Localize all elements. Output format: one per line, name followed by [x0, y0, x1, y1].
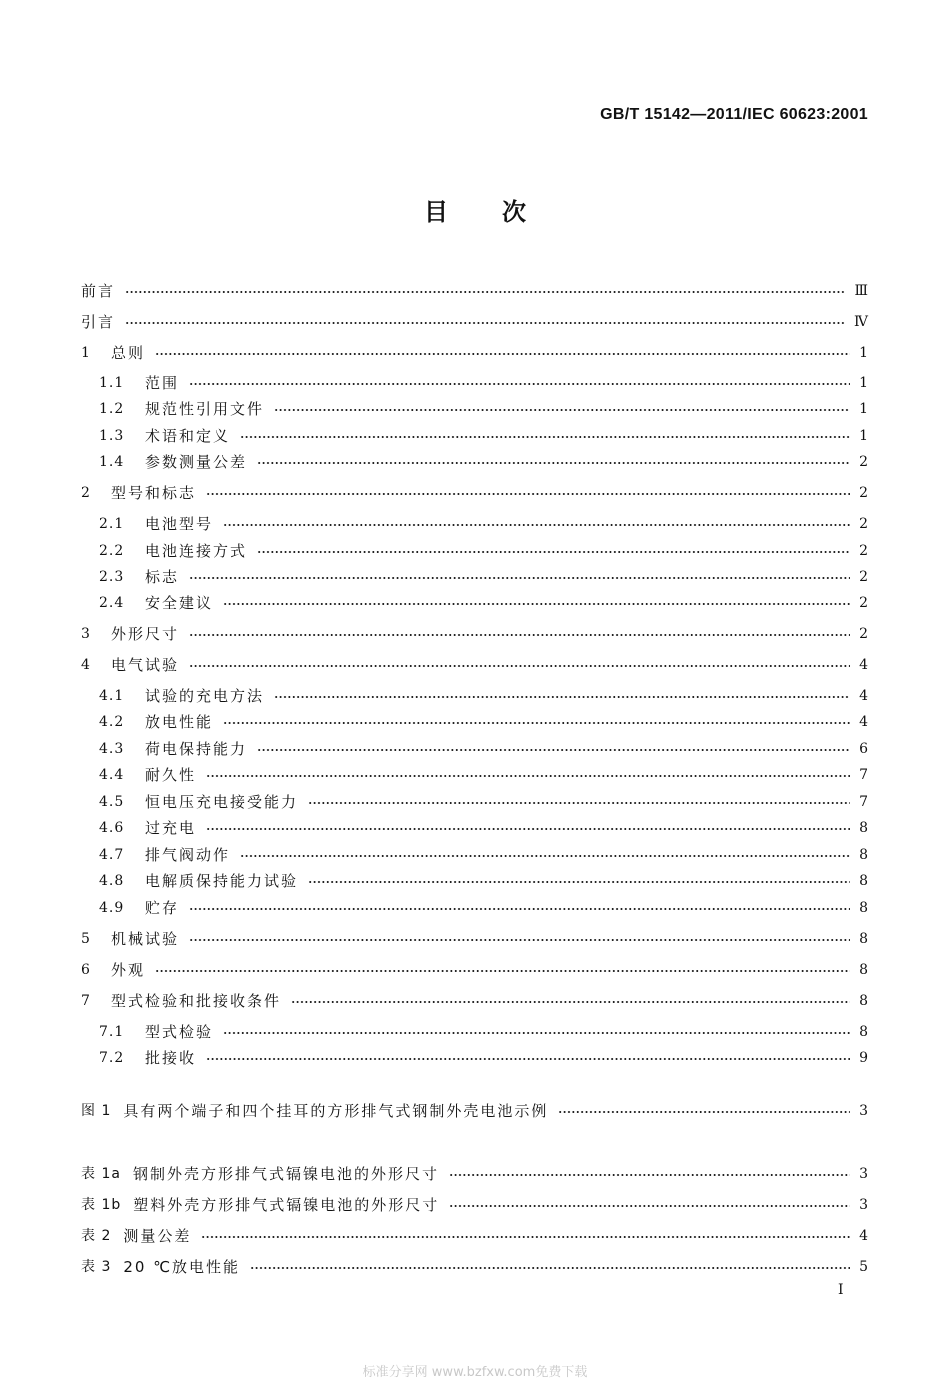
figure-entry-number: 图 1 [81, 1103, 112, 1119]
toc-entry-title: 术语和定义 [145, 427, 231, 445]
toc-entry[interactable] [99, 844, 868, 866]
toc-entry[interactable] [99, 513, 868, 535]
toc-entry-number: 2.1 [99, 516, 125, 532]
toc-entry[interactable] [99, 791, 868, 813]
toc-entry[interactable] [99, 566, 868, 588]
toc-entry-number: 4.2 [99, 714, 125, 730]
toc-entry-page-number: 4 [859, 714, 868, 730]
toc-entry[interactable] [99, 764, 868, 786]
toc-entry-page-number: Ⅳ [854, 314, 868, 330]
dot-leader [155, 970, 850, 972]
table-entry-number: 表 3 [81, 1259, 112, 1275]
toc-entry[interactable] [81, 623, 868, 645]
toc-entry-title: 试验的充电方法 [145, 687, 265, 705]
toc-entry-title: 电池连接方式 [145, 542, 248, 560]
figure-entry-title: 具有两个端子和四个挂耳的方形排气式钢制外壳电池示例 [123, 1102, 549, 1120]
toc-entry-number: 1.1 [99, 375, 125, 391]
table-entry-title: 测量公差 [123, 1227, 192, 1245]
dot-leader [125, 322, 846, 324]
watermark: 标准分享网 www.bzfxw.com免费下载 [362, 1365, 588, 1380]
dot-leader [189, 908, 850, 910]
dot-leader [257, 551, 850, 553]
toc-entry-page-number: 2 [859, 454, 868, 470]
dot-leader [189, 939, 850, 941]
toc-entry-page-number: 8 [859, 993, 868, 1009]
toc-entry-title: 标志 [145, 568, 180, 586]
dot-leader [257, 749, 850, 751]
toc-entry-page-number: 2 [859, 516, 868, 532]
toc-entry-page-number: 4 [859, 688, 868, 704]
toc-entry-title: 外形尺寸 [111, 625, 180, 643]
toc-entry-title: 型式检验 [145, 1023, 214, 1041]
figure-entry-page-number: 3 [859, 1103, 868, 1119]
table-entry-page-number: 5 [859, 1259, 868, 1275]
dot-leader [223, 722, 850, 724]
toc-entry-title: 型式检验和批接收条件 [111, 992, 282, 1010]
table-entry[interactable] [81, 1163, 868, 1185]
toc-entry-number: 2.4 [99, 595, 125, 611]
toc-entry-page-number: 1 [859, 428, 868, 444]
toc-entry-title: 总则 [111, 344, 146, 362]
dot-leader [240, 855, 850, 857]
toc-entry-title: 电池型号 [145, 515, 214, 533]
toc-entry[interactable] [81, 654, 868, 676]
toc-entry-title: 安全建议 [145, 594, 214, 612]
toc-entry-number: 7.1 [99, 1024, 125, 1040]
table-entry-page-number: 3 [859, 1197, 868, 1213]
dot-leader [558, 1111, 850, 1113]
toc-entry-number: 4 [81, 657, 91, 673]
toc-entry-page-number: 9 [859, 1050, 868, 1066]
table-entry-title: 塑料外壳方形排气式镉镍电池的外形尺寸 [133, 1196, 440, 1214]
toc-entry[interactable] [99, 425, 868, 447]
toc-entry-number: 4.3 [99, 741, 125, 757]
dot-leader [189, 383, 850, 385]
toc-entry-number: 1 [81, 345, 91, 361]
toc-entry[interactable] [99, 1047, 868, 1069]
toc-entry-number: 4.6 [99, 820, 125, 836]
toc-entry-number: 1.4 [99, 454, 125, 470]
toc-entry[interactable] [99, 372, 868, 394]
title-char-2: 次 [502, 198, 526, 226]
table-entry[interactable] [81, 1256, 868, 1278]
toc-entry-number: 1.2 [99, 401, 125, 417]
toc-entry-number: 1.3 [99, 428, 125, 444]
toc-entry[interactable] [99, 540, 868, 562]
dot-leader [201, 1236, 850, 1238]
dot-leader [449, 1205, 850, 1207]
dot-leader [189, 577, 850, 579]
toc-entry-number: 7 [81, 993, 91, 1009]
table-entry[interactable] [81, 1225, 868, 1247]
toc-entry[interactable] [81, 280, 868, 302]
dot-leader [257, 462, 850, 464]
toc-entry[interactable] [81, 990, 868, 1012]
toc-entry-number: 6 [81, 962, 91, 978]
table-entry-number: 表 1a [81, 1166, 121, 1182]
table-entry-page-number: 3 [859, 1166, 868, 1182]
toc-entry-title: 放电性能 [145, 713, 214, 731]
toc-entry-page-number: 8 [859, 1024, 868, 1040]
toc-entry-number: 4.1 [99, 688, 125, 704]
dot-leader [206, 828, 850, 830]
toc-entry[interactable] [99, 711, 868, 733]
toc-entry-number: 7.2 [99, 1050, 125, 1066]
dot-leader [308, 881, 850, 883]
toc-entry-page-number: 8 [859, 820, 868, 836]
standard-code-header: GB/T 15142—2011/IEC 60623:2001 [600, 106, 868, 123]
toc-entry-page-number: 8 [859, 931, 868, 947]
dot-leader [240, 436, 850, 438]
toc-entry-page-number: 2 [859, 485, 868, 501]
table-entry-title: 钢制外壳方形排气式镉镍电池的外形尺寸 [132, 1165, 439, 1183]
toc-entry-page-number: 6 [859, 741, 868, 757]
dot-leader [223, 524, 850, 526]
toc-entry-title: 参数测量公差 [145, 453, 248, 471]
dot-leader [274, 409, 850, 411]
table-entry-number: 表 1b [81, 1197, 122, 1213]
toc-entry[interactable] [99, 738, 868, 760]
toc-entry-title: 批接收 [145, 1049, 197, 1067]
toc-entry-page-number: 1 [859, 375, 868, 391]
page-title [0, 192, 950, 227]
toc-entry-title: 型号和标志 [111, 484, 197, 502]
toc-entry[interactable] [99, 685, 868, 707]
toc-entry-number: 3 [81, 626, 91, 642]
toc-entry-page-number: 8 [859, 873, 868, 889]
dot-leader [291, 1001, 850, 1003]
toc-entry-number: 4.7 [99, 847, 125, 863]
toc-entry[interactable] [99, 897, 868, 919]
toc-entry-title: 排气阀动作 [145, 846, 231, 864]
toc-entry-title: 恒电压充电接受能力 [145, 793, 299, 811]
table-entry[interactable] [81, 1194, 868, 1216]
toc-entry-page-number: 2 [859, 626, 868, 642]
dot-leader [155, 353, 850, 355]
dot-leader [223, 1032, 850, 1034]
toc-entry[interactable] [81, 482, 868, 504]
dot-leader [206, 775, 850, 777]
toc-entry-title: 电解质保持能力试验 [145, 872, 299, 890]
dot-leader [125, 291, 846, 293]
toc-entry-title: 耐久性 [145, 766, 197, 784]
toc-entry-title: 过充电 [145, 819, 197, 837]
dot-leader [449, 1174, 850, 1176]
table-entry-page-number: 4 [859, 1228, 868, 1244]
toc-entry-number: 4.9 [99, 900, 125, 916]
dot-leader [223, 603, 850, 605]
toc-entry[interactable] [81, 959, 868, 981]
toc-entry-title: 电气试验 [111, 656, 180, 674]
toc-entry-number: 4.4 [99, 767, 125, 783]
dot-leader [274, 696, 850, 698]
dot-leader [206, 493, 850, 495]
toc-entry-title: 范围 [145, 374, 180, 392]
dot-leader [189, 665, 850, 667]
toc-entry-title: 引言 [81, 313, 116, 331]
toc-entry-page-number: 7 [859, 794, 868, 810]
toc-entry-number: 4.8 [99, 873, 125, 889]
toc-entry-title: 外观 [111, 961, 146, 979]
toc-entry-page-number: 2 [859, 569, 868, 585]
figure-entry[interactable] [81, 1100, 868, 1122]
toc-entry-page-number: 4 [859, 657, 868, 673]
table-entry-title: 20 ℃放电性能 [123, 1258, 241, 1276]
toc-entry-title: 前言 [81, 282, 116, 300]
toc-entry[interactable] [81, 342, 868, 364]
toc-entry[interactable] [99, 1021, 868, 1043]
toc-entry-number: 2.2 [99, 543, 125, 559]
toc-entry-page-number: Ⅲ [854, 283, 868, 299]
toc-entry[interactable] [99, 451, 868, 473]
toc-entry-number: 2.3 [99, 569, 125, 585]
toc-entry[interactable] [81, 311, 868, 333]
toc-entry-title: 荷电保持能力 [145, 740, 248, 758]
toc-entry[interactable] [81, 928, 868, 950]
toc-entry-page-number: 7 [859, 767, 868, 783]
title-char-1: 目 [424, 198, 448, 226]
dot-leader [206, 1058, 850, 1060]
toc-entry-title: 规范性引用文件 [145, 400, 265, 418]
toc-entry-number: 5 [81, 931, 91, 947]
page-number: Ⅰ [838, 1282, 844, 1298]
toc-entry-number: 2 [81, 485, 91, 501]
toc-entry-page-number: 2 [859, 595, 868, 611]
table-entry-number: 表 2 [81, 1228, 112, 1244]
toc-entry-page-number: 2 [859, 543, 868, 559]
toc-entry-page-number: 8 [859, 847, 868, 863]
dot-leader [189, 634, 850, 636]
toc-entry-page-number: 8 [859, 900, 868, 916]
toc-entry-page-number: 8 [859, 962, 868, 978]
toc-entry-number: 4.5 [99, 794, 125, 810]
toc-entry[interactable] [99, 870, 868, 892]
toc-entry-title: 贮存 [145, 899, 180, 917]
toc-entry-page-number: 1 [859, 401, 868, 417]
dot-leader [250, 1267, 850, 1269]
toc-entry[interactable] [99, 817, 868, 839]
toc-entry[interactable] [99, 592, 868, 614]
toc-entry[interactable] [99, 398, 868, 420]
toc-entry-page-number: 1 [859, 345, 868, 361]
dot-leader [308, 802, 850, 804]
toc-entry-title: 机械试验 [111, 930, 180, 948]
